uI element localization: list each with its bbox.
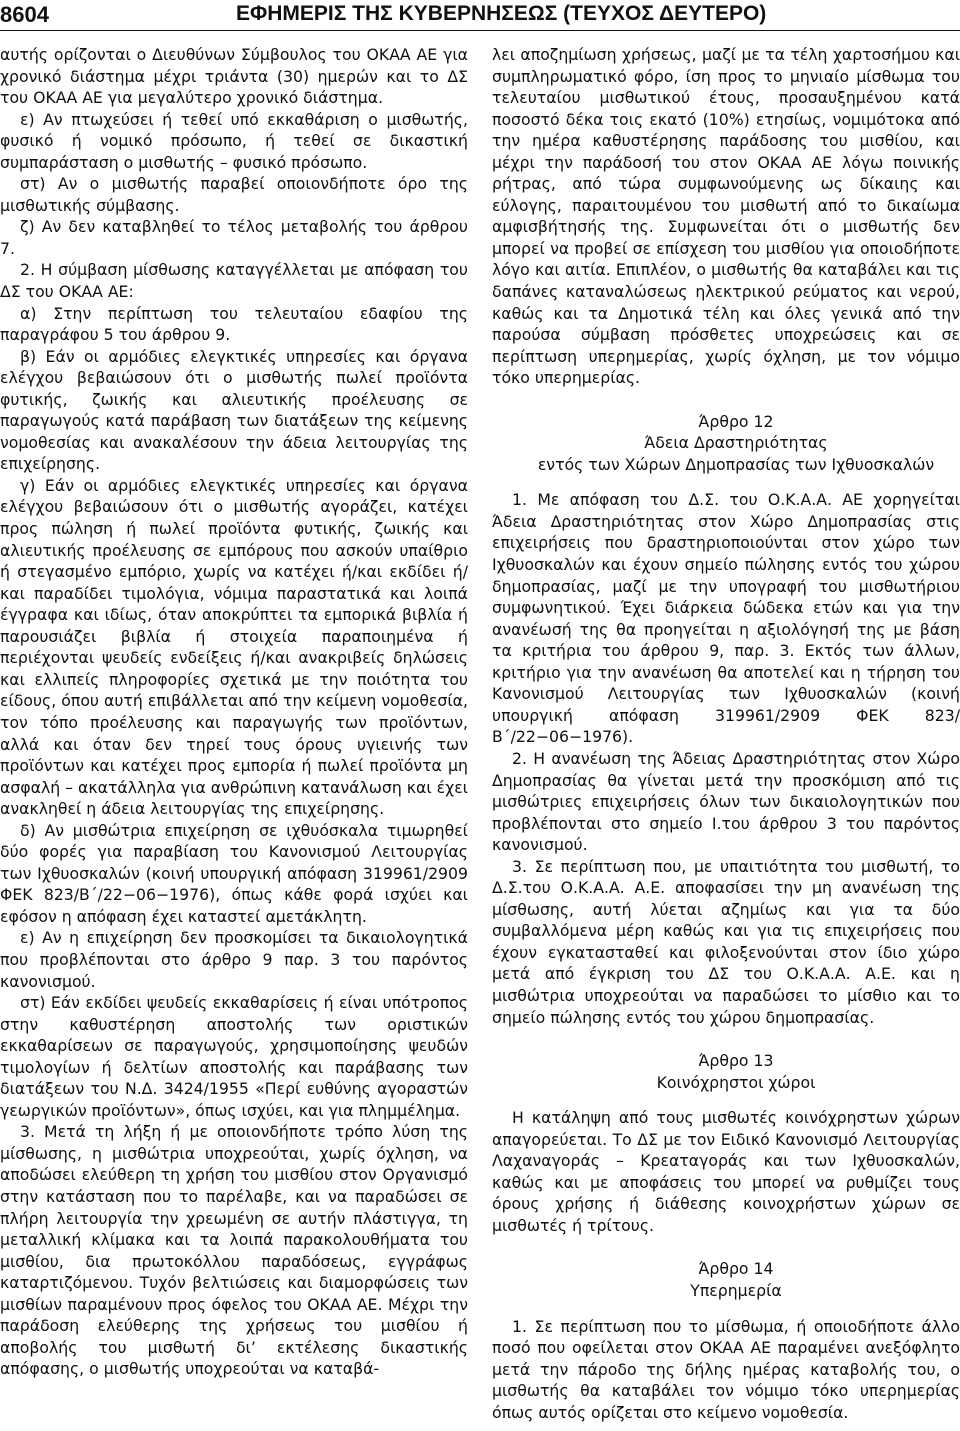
page-header bbox=[0, 0, 960, 31]
paragraph: 2. Η σύμβαση μίσθωσης καταγγέλλεται με απόφαση του ΔΣ του ΟΚΑΑ ΑΕ: bbox=[0, 260, 468, 302]
paragraph: Η κατάληψη από τους μισθωτές κοινόχρηστων χώρων απαγορεύεται. Το ΔΣ με τον Ειδικό Κανονισμό Λειτουργίας Λαχαναγοράς – Κρεαταγοράς και των Ιχθυοσκαλών, καθώς και με αποφάσεις του μπορεί να ρυθμίζει τους όρους χρήσης ή διάθεσης κοινοχρήστων χώρων σε μισθωτές ή τρίτους. bbox=[492, 1108, 960, 1235]
paragraph: γ) Εάν οι αρμόδιες ελεγκτικές υπηρεσίες και όργανα ελέγχου βεβαιώσουν ότι ο μισθωτής αγοράζει, κατέχει προς πώληση ή πωλεί προϊόντα φυτικής, ζωικής και αλιευτικής προέλευσης σε εμπόρους που ασκούν υπαίθριο ή στεγασμένο εμπόριο, χωρίς να κατέχει ή/και εκδίδει ή/και παραδίδει τιμολόγια, νόμιμα παραστατικά και λοιπά έγγραφα και ιδίως, όταν αποκρύπτει τα εμπορικά βιβλία ή παρουσιάζει βιβλία ή στοιχεία παραποιημένα ή περιέχονται ψευδείς ενδείξεις ή/και ανακριβείς δηλώσεις και ελλιπείς πληροφορίες σχετικά με την ποιότητα του είδους, όπου αυτή επιβάλλεται από την κείμενη νομοθεσία, τον τόπο προέλευσης και παραγωγής των προϊόντων, αλλά και όταν δεν τηρεί τους όρους υγιεινής των προϊόντων και κατέχει προς εμπορία ή πωλεί προϊόντα μη ασφαλή – ακατάλληλα για ανθρώπινη κατανάλωση και έχει ανακληθεί η άδεια λειτουργίας της επιχείρησης. bbox=[0, 475, 468, 819]
article-13-heading: Άρθρο 13 bbox=[698, 1051, 774, 1071]
paragraph: στ) Αν ο μισθωτής παραβεί οποιονδήποτε όρο της μισθωτικής σύμβασης. bbox=[0, 174, 468, 215]
page-number: 8604 bbox=[0, 2, 49, 27]
paragraph: 3. Μετά τη λήξη ή με οποιονδήποτε τρόπο λύση της μίσθωσης, η μισθώτρια υποχρεούται, χωρίς όχληση, να αποδώσει ελεύθερη τη χρήση του μισθίου στον Οργανισμό στην κατάσταση που το παρέλαβε, και να παραδώσει σε πλήρη λειτουργία την χρεωμένη σε αυτήν πλάστιγγα, τη μεταλλική κλίμακα και τα λοιπά παρακολουθήματα του μισθίου, δια πρωτοκόλλου παραδόσεως, εγγράφως καταρτιζόμενου. Τυχόν βελτιώσεις και διαμορφώσεις των μισθίων παραμένουν προς όφελος του ΟΚΑΑ ΑΕ. Μέχρι την παράδοση ελεύθερης της χρήσεως του μισθίου ή αποβολής του μισθωτή δι’ εκτέλεσης δικαστικής απόφασης, ο μισθωτής υποχρεούται να καταβά- bbox=[0, 1122, 468, 1379]
article-14-subtitle: Υπερημερία bbox=[690, 1280, 782, 1300]
article-13-subtitle: Κοινόχρηστοι χώροι bbox=[656, 1072, 816, 1092]
left-column bbox=[0, 44, 468, 1424]
right-column bbox=[492, 44, 960, 1424]
paragraph: δ) Αν μισθώτρια επιχείρηση σε ιχθυόσκαλα τιμωρηθεί δύο φορές για παραβίαση του Κανονισμού Λειτουργίας των Ιχθυοσκαλών (κοινή υπουργική απόφαση 319961/2909 ΦΕΚ 823/Β΄/22−06−1976), όπως κάθε φορά ισχύει και εφόσον η απόφαση έχει καταστεί αμετάκλητη. bbox=[0, 820, 468, 926]
paragraph: αυτής ορίζονται ο Διευθύνων Σύμβουλος του ΟΚΑΑ ΑΕ για χρονικό διάστημα μέχρι τριάντα (30) ημερών και το ΔΣ του ΟΚΑΑ ΑΕ για μεγαλύτερο χρονικό διάστημα. bbox=[0, 45, 468, 108]
article-12-heading: Άρθρο 12 bbox=[698, 411, 774, 431]
gazette-title: ΕΦΗΜΕΡΙΣ ΤΗΣ ΚΥΒΕΡΝΗΣΕΩΣ (ΤΕΥΧΟΣ ΔΕΥΤΕΡΟ) bbox=[236, 2, 767, 25]
paragraph: 1. Με απόφαση του Δ.Σ. του Ο.Κ.Α.Α. ΑΕ χορηγείται Άδεια Δραστηριότητας στον Χώρο Δημοπρασίας στις επιχειρήσεις που δραστηριοποιούνται στον χώρο των Ιχθυοσκαλών και έχουν σημείο πώλησης εντός του χώρου δημοπρασίας, μαζί με την υπογραφή του μισθωτήριου συμφωνητικού. Έχει διάρκεια δώδεκα ετών και για την ανανέωσή της θα προηγείται η αξιολόγησή της με βάση τα κριτήρια του άρθρου 9, παρ. 3. Εκτός των άλλων, κριτήριο για την ανανέωση θα αποτελεί και η τήρηση του Κανονισμού Λειτουργίας των Ιχθυοσκαλών (κοινή υπουργική απόφαση 319961/2909 ΦΕΚ 823/Β΄/22−06−1976). bbox=[492, 490, 960, 747]
paragraph: β) Εάν οι αρμόδιες ελεγκτικές υπηρεσίες και όργανα ελέγχου βεβαιώσουν ότι ο μισθωτής πωλεί προϊόντα φυτικής, ζωικής και αλιευτικής προέλευσης σε παραγωγούς κατά παράβαση των διατάξεων της κείμενης νομοθεσίας και ανακαλέσουν την άδεια λειτουργίας της επιχείρησης. bbox=[0, 346, 468, 474]
paragraph: ζ) Αν δεν καταβληθεί το τέλος μεταβολής του άρθρου 7. bbox=[0, 217, 468, 258]
article-14-heading: Άρθρο 14 bbox=[698, 1259, 774, 1279]
paragraph: α) Στην περίπτωση του τελευταίου εδαφίου της παραγράφου 5 του άρθρου 9. bbox=[0, 303, 468, 345]
article-12-subtitle-line-2: εντός των Χώρων Δημοπρασίας των Ιχθυοσκαλών bbox=[537, 454, 935, 474]
paragraph: ε) Αν πτωχεύσει ή τεθεί υπό εκκαθάριση ο μισθωτής, φυσικό ή νομικό πρόσωπο, ή τεθεί σε δικαστική συμπαράσταση ο μισθωτής – φυσικό πρόσωπο. bbox=[0, 109, 468, 172]
paragraph: στ) Εάν εκδίδει ψευδείς εκκαθαρίσεις ή είναι υπότροπος στην καθυστέρηση αποστολής των οριστικών εκκαθαρίσεων σε παραγωγούς, χρησιμοποίησης ψευδών τιμολογίων ή δελτίων αποστολής και παράβασης των διατάξεων του Ν.Δ. 3424/1955 «Περί ευθύνης αγοραστών γεωργικών προϊόντων», όπως ισχύει, και για πλημμέλημα. bbox=[0, 993, 468, 1120]
paragraph: 3. Σε περίπτωση που, με υπαιτιότητα του μισθωτή, το Δ.Σ.του Ο.Κ.Α.Α. Α.Ε. αποφασίσει την μη ανανέωση της μίσθωσης, αυτή λύεται αζημίως και για τα δύο συμβαλλόμενα μέρη καθώς και για τις επιχειρήσεις που έχουν εγκατασταθεί και φιλοξενούνται στον ίδιο χώρο μετά από έγκριση του ΔΣ του Ο.Κ.Α.Α. Α.Ε. και η μισθώτρια υποχρεούται να παραδώσει το μίσθιο και το σημείο πώλησης εντός του χώρου δημοπρασίας. bbox=[492, 856, 960, 1027]
paragraph: ε) Αν η επιχείρηση δεν προσκομίσει τα δικαιολογητικά που προβλέπονται στο άρθρο 9 παρ. 3 του παρόντος κανονισμού. bbox=[0, 928, 468, 991]
paragraph: 1. Σε περίπτωση που το μίσθωμα, ή οποιοδήποτε άλλο ποσό που οφείλεται στον ΟΚΑΑ ΑΕ παραμένει ανεξόφλητο μετά την πάροδο της δήλης ημέρας καταβολής του, ο μισθωτής θα καταβάλει τον νόμιμο τόκο υπερημερίας όπως αυτός ορίζεται στο κείμενο νομοθεσία. bbox=[492, 1316, 960, 1422]
article-12-subtitle: Άδεια Δραστηριότητας bbox=[644, 433, 828, 453]
paragraph: λει αποζημίωση χρήσεως, μαζί με τα τέλη χαρτοσήμου και συμπληρωματικό φόρο, ίση προς το μηνιαίο μίσθωμα του τελευταίου μισθωτικού έτους, προσαυξημένου κατά ποσοστό δέκα τοις εκατό (10%) ετησίως, νομιμότοκα από την ημέρα καθυστέρησης παράδοσης του μισθίου, και μέχρι την παράδοσή του στον ΟΚΑΑ ΑΕ λόγω ποινικής ρήτρας, από τώρα συμφωνούμενης ως δίκαιης και εύλογης, παραιτουμένου του μισθωτή από το δικαίωμα αμφισβήτησής της. Συμφωνείται ότι ο μισθωτής δεν μπορεί να προβεί σε επίσχεση του μισθίου για οποιοδήποτε λόγο και αιτία. Επιπλέον, ο μισθωτής θα καταβάλει και τις δαπάνες καταναλώσεως ηλεκτρικού ρεύματος και νερού, καθώς και τα Δημοτικά τέλη και όλες γενικά από την παρούσα σύμβαση πρόσθετες υποχρεώσεις και σε περίπτωση υπερημερίας, χωρίς όχληση, με τον νόμιμο τόκο υπερημερίας. bbox=[492, 45, 960, 388]
paragraph: 2. Η ανανέωση της Άδειας Δραστηριότητας στον Χώρο Δημοπρασίας θα γίνεται μετά την προσκόμιση από τις μισθώτριες επιχειρήσεις όλων των δικαιολογητικών που προβλέπονται στο σημείο Ι.του άρθρου 3 του παρόντος κανονισμού. bbox=[492, 748, 960, 855]
